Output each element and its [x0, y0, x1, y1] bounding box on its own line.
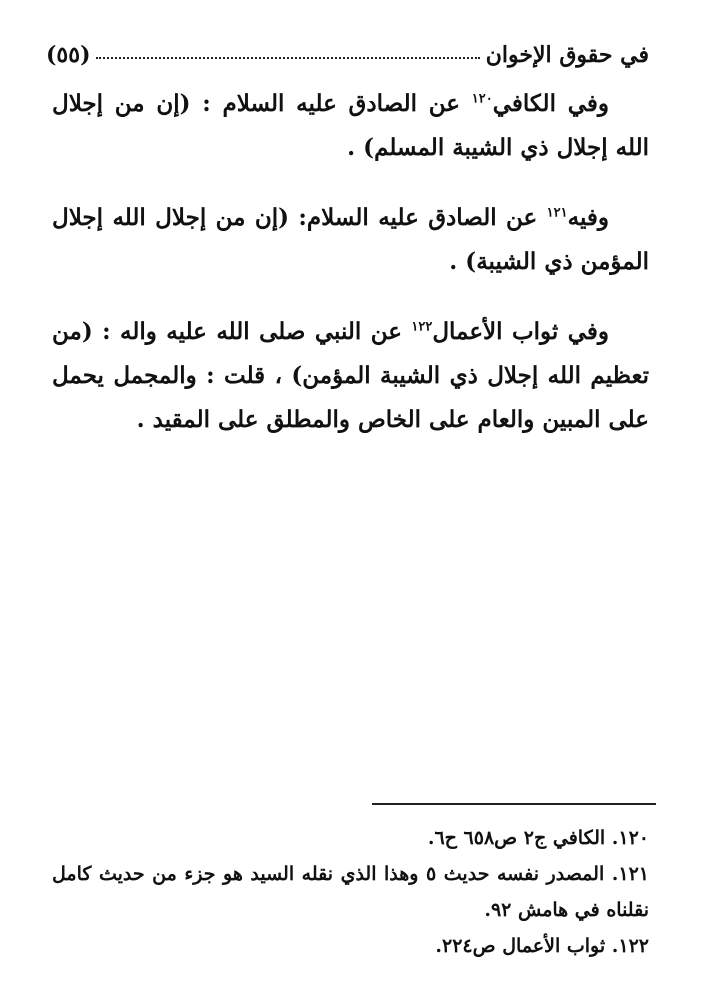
header-title: في حقوق الإخوان: [485, 42, 649, 68]
footnote-ref-122: ١٢٢: [411, 319, 433, 335]
footnote-ref-121: ١٢١: [546, 205, 568, 221]
running-header: [46, 28, 649, 68]
paragraph-2: [52, 196, 649, 284]
page-number: (٥٥): [46, 42, 91, 68]
paragraph-3: [52, 310, 649, 442]
footnote-121: ١٢١. المصدر نفسه حديث ٥ وهذا الذي نقله السيد هو جزء من حديث كامل نقلناه في هامش ٩٢.: [52, 863, 650, 921]
paragraph-1-text: عن الصادق عليه السلام : (إن من إجلال الله إجلال ذي الشيبة المسلم) .: [52, 90, 649, 161]
paragraph-3-lead: وفي ثواب الأعمال: [432, 318, 609, 345]
paragraph-1: [52, 82, 649, 170]
paragraph-2-text: عن الصادق عليه السلام: (إن من إجلال الله إجلال المؤمن ذي الشيبة) .: [52, 204, 649, 275]
footnote-120: ١٢٠. الكافي ج٢ ص٦٥٨ ح٦.: [427, 827, 649, 849]
footnote-ref-120: ١٢٠: [471, 91, 493, 107]
footnote-separator: [372, 803, 656, 805]
header-leader-dots: [96, 57, 479, 59]
paragraph-2-lead: وفيه: [567, 204, 609, 231]
footnotes: [52, 820, 649, 964]
main-text: [52, 82, 649, 468]
paragraph-1-lead: وفي الكافي: [492, 90, 609, 117]
paragraph-3-text: عن النبي صلى الله عليه واله : (من تعظيم الله إجلال ذي الشيبة المؤمن) ، قلت : والمجمل يحمل على المبين والعام على الخاص والمطلق على المقيد .: [52, 318, 649, 433]
footnote-122: ١٢٢. ثواب الأعمال ص٢٢٤.: [435, 935, 649, 957]
